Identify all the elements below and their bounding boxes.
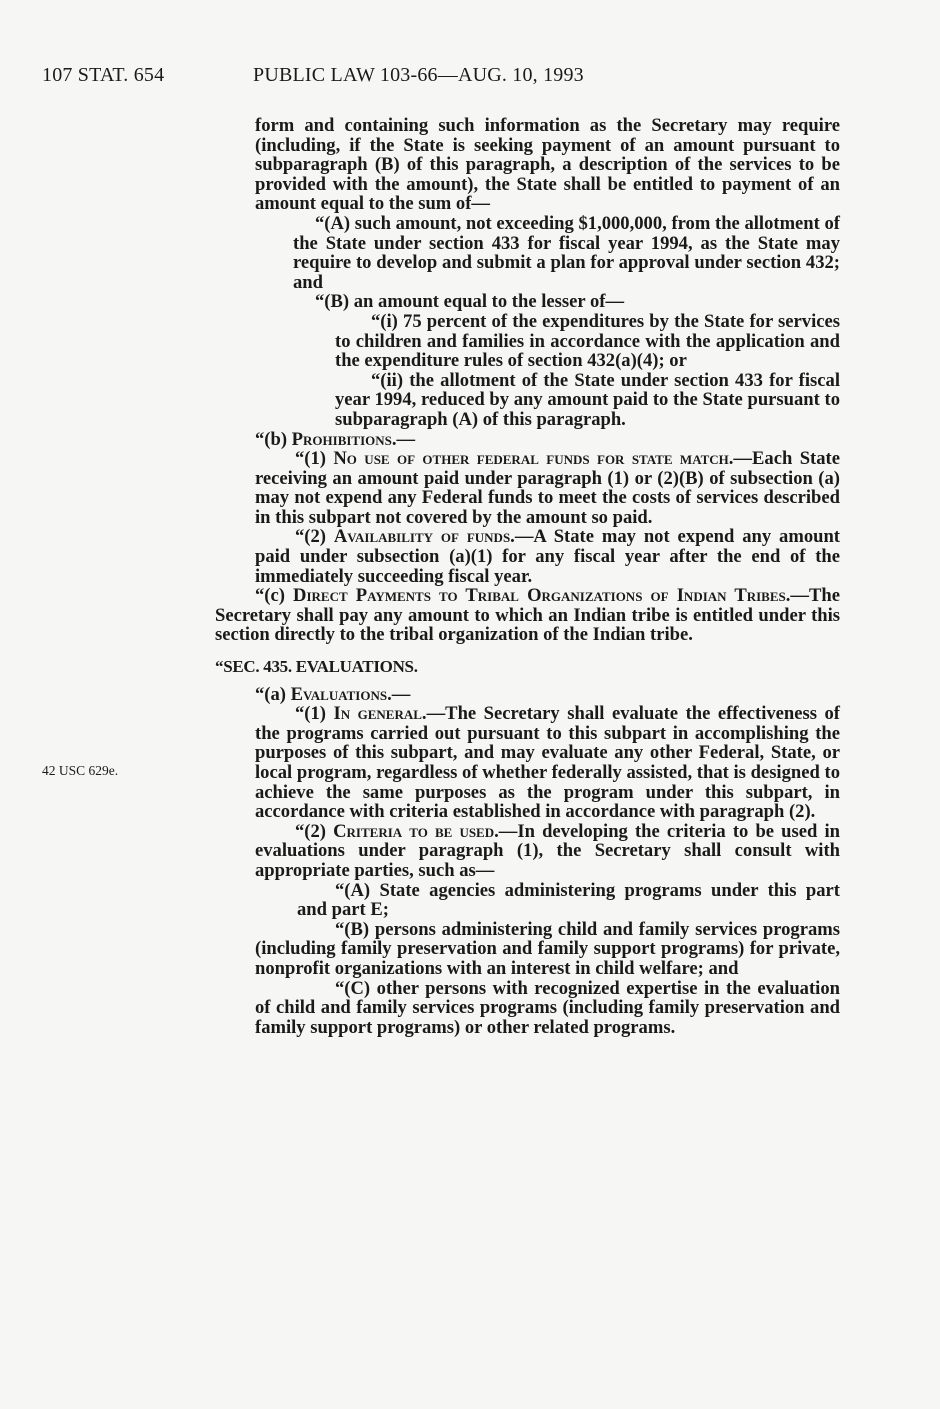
paragraph-i [335,312,840,371]
paragraph-lead: “(ii) [371,369,410,391]
margin-note: 42 USC 629e. [42,763,119,778]
paragraph-heading: Availability of funds.— [333,526,534,548]
paragraph-text: Each State receiving an amount paid under paragraph (1) or (2)(B) of subsection (a) may not expend any Federal funds to meet the costs of services described in this subpart not covered by the amount so paid. [255,448,840,528]
paragraph-heading: Criteria to be used.— [333,820,518,842]
paragraph-a2-A [297,881,840,920]
paragraph-lead: “(i) [371,310,404,332]
paragraph-lead: “(B) [315,291,354,313]
paragraph-text: A State may not expend any amount paid under subsection (a)(1) for any fiscal year after the end of the immediately succeeding fiscal year. [255,526,840,587]
paragraph-text: The Secretary shall evaluate the effectiveness of the programs carried out pursuant to this subpart in accomplishing the purposes of this subpart, and may evaluate any other Federal, State, or local program, regardless of whether federally assisted, that is designed to achieve the same purposes as the program under this subpart, in accordance with criteria established in accordance with paragraph (2). [255,703,840,823]
running-header-title: PUBLIC LAW 103-66—AUG. 10, 1993 [253,64,584,86]
paragraph-intro [255,116,840,214]
paragraph-heading: Direct Payments to Tribal Organizations of Indian Tribes.— [293,585,809,607]
paragraph-lead: “(a) [255,683,291,705]
paragraph-a2-C [255,979,840,1038]
paragraph-text: The Secretary shall pay any amount to which an Indian tribe is entitled under this section directly to the tribal organization of the Indian tribe. [215,585,840,646]
paragraph-lead: “(1) [295,703,334,725]
paragraph-lead: “(C) [335,977,377,999]
paragraph-lead: “(1) [295,448,334,470]
paragraph-heading: Prohibitions.— [291,428,416,450]
paragraph-text: persons administering child and family services programs (including family preservation and family support programs) for private, nonprofit organizations with an interest in child welfare; and [255,918,840,979]
subsection-a-heading [255,685,840,705]
document-body [215,116,840,1037]
paragraph-lead: “(A) [315,212,355,234]
paragraph-text: such amount, not exceeding $1,000,000, from the allotment of the State under section 433 for fiscal year 1994, as the State may require to develop and submit a plan for approval under section 432; and [293,212,840,293]
paragraph-b1 [255,449,840,527]
paragraph-text: State agencies administering programs under this part and part E; [297,879,840,921]
paragraph-text: 75 percent of the expenditures by the State for services to children and families in accordance with the application and the expenditure rules of section 432(a)(4); or [335,310,841,372]
paragraph-heading: In general.— [333,703,446,725]
paragraph-lead: “(c) [255,585,294,607]
paragraph-b2 [255,527,840,586]
paragraph-A [293,214,840,292]
paragraph-a2-B [255,920,840,979]
section-heading [215,657,840,677]
paragraph-heading: Evaluations.— [290,683,411,705]
paragraph-text: the allotment of the State under section 433 for fiscal year 1994, reduced by any amount paid to the State pursuant to subparagraph (A) of this paragraph. [335,369,840,430]
paragraph-ii [335,371,840,430]
paragraph-text: In developing the criteria to be used in evaluations under paragraph (1), the Secretary shall consult with appropriate parties, such as— [255,820,840,881]
paragraph-text: form and containing such information as the Secretary may require (including, if the State is seeking payment of an amount pursuant to subparagraph (B) of this paragraph, a description of the services to be provided with the amount), the State shall be entitled to payment of an amount equal to the sum of— [255,115,840,215]
paragraph-text: an amount equal to the lesser of— [353,291,625,313]
paragraph-c [215,586,840,645]
paragraph-lead: “(A) [335,879,380,901]
paragraph-lead: “(B) [335,918,375,940]
paragraph-lead: “(2) [295,526,334,548]
paragraph-lead: “(2) [295,820,334,842]
paragraph-text: other persons with recognized expertise in the evaluation of child and family services programs (including family preservation and family support programs) or other related programs. [255,977,840,1038]
section-title: “SEC. 435. EVALUATIONS. [215,657,418,677]
page-stat-citation: 107 STAT. 654 [42,64,165,86]
paragraph-heading: No use of other federal funds for state match.— [333,448,753,470]
paragraph-a1 [255,704,840,822]
paragraph-B [293,292,840,312]
paragraph-lead: “(b) [255,428,292,450]
subsection-b-heading [255,430,840,450]
paragraph-a2 [255,822,840,881]
